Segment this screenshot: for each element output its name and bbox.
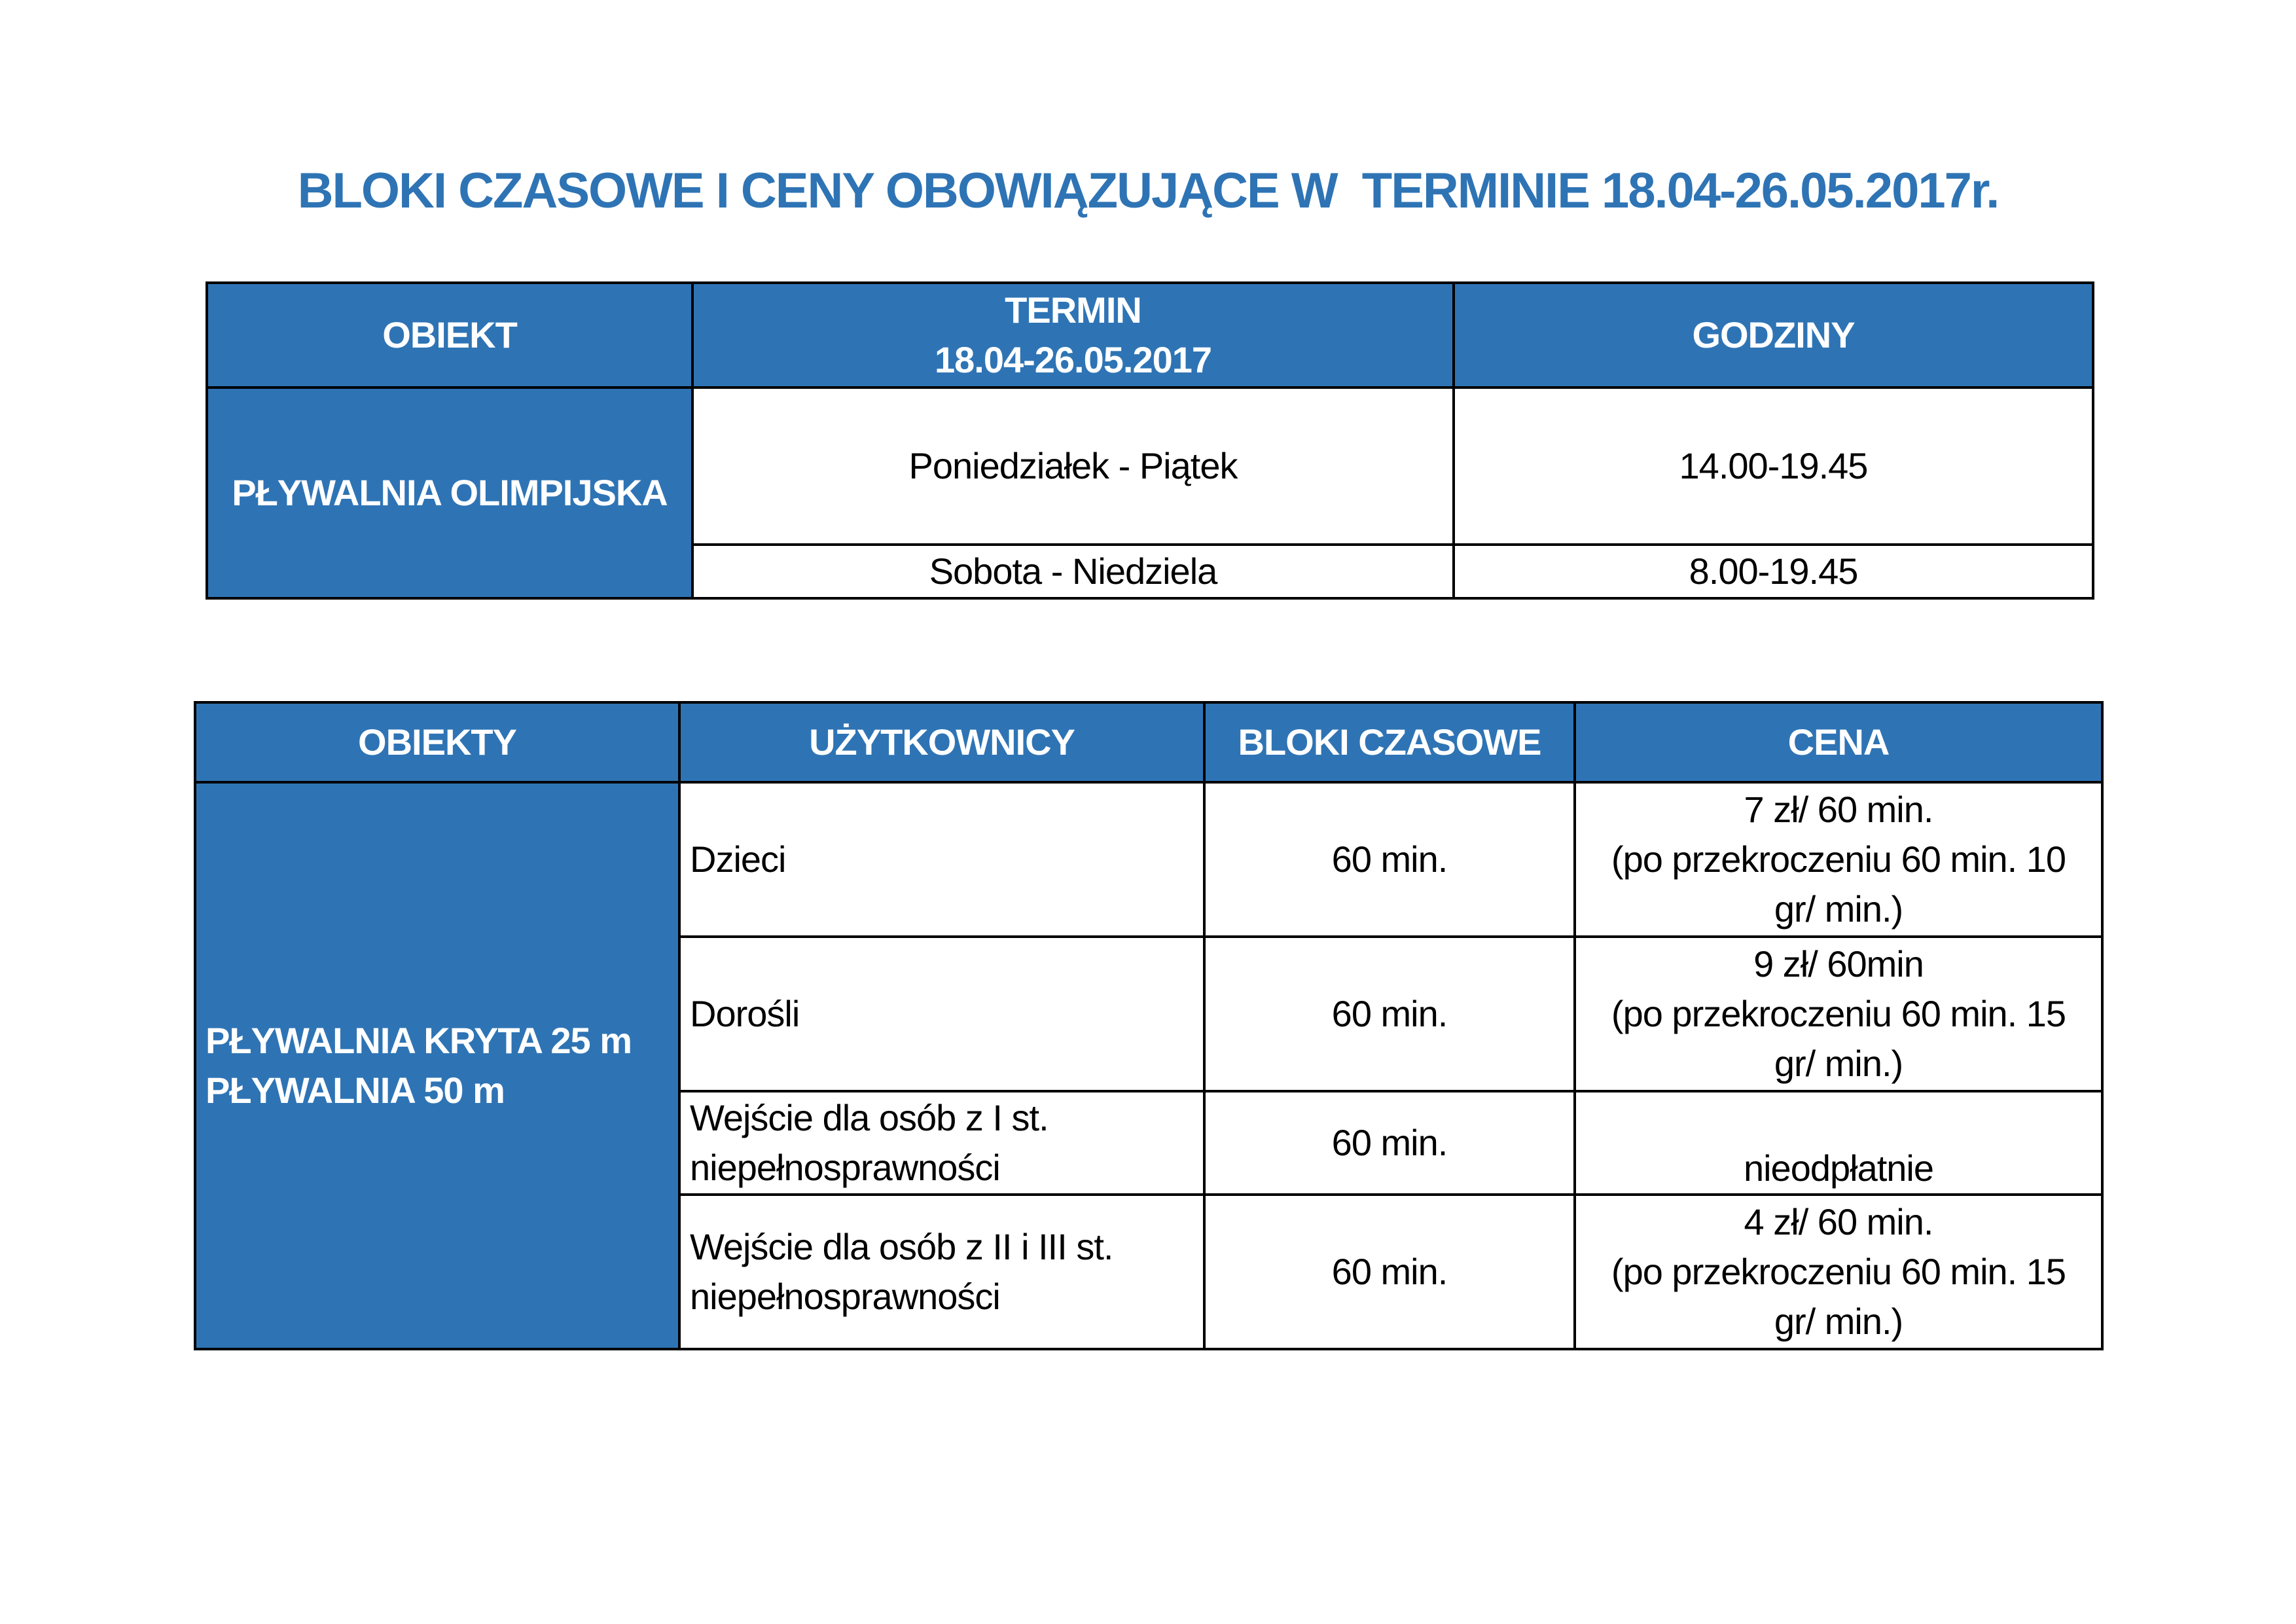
- header-uzytkownicy: UŻYTKOWNICY: [679, 702, 1204, 782]
- price-disability-level-1: nieodpłatnie: [1575, 1091, 2102, 1195]
- header-obiekty: OBIEKTY: [195, 702, 679, 782]
- price-table: [194, 701, 2104, 1350]
- days-weekdays: Poniedziałek - Piątek: [692, 388, 1454, 545]
- hours-weekend: 8.00-19.45: [1454, 545, 2093, 598]
- page-title: BLOKI CZASOWE I CENY OBOWIĄZUJĄCE W TERMINIE 18.04-26.05.2017r.: [297, 163, 1999, 219]
- block-disability-level-2-3: 60 min.: [1204, 1195, 1575, 1349]
- hours-weekdays: 14.00-19.45: [1454, 388, 2093, 545]
- price-adults: 9 zł/ 60min (po przekroczeniu 60 min. 15 gr/ min.): [1575, 937, 2102, 1091]
- header-cena: CENA: [1575, 702, 2102, 782]
- user-children: Dzieci: [679, 782, 1204, 937]
- price-disability-level-2-3: 4 zł/ 60 min. (po przekroczeniu 60 min. 15 gr/ min.): [1575, 1195, 2102, 1349]
- days-weekend: Sobota - Niedziela: [692, 545, 1454, 598]
- block-adults: 60 min.: [1204, 937, 1575, 1091]
- header-bloki-czasowe: BLOKI CZASOWE: [1204, 702, 1575, 782]
- user-disability-level-2-3: Wejście dla osób z II i III st. niepełnosprawności: [679, 1195, 1204, 1349]
- facility-indoor-pools: PŁYWALNIA KRYTA 25 m PŁYWALNIA 50 m: [195, 782, 679, 1349]
- header-termin: TERMIN 18.04-26.05.2017: [692, 283, 1454, 388]
- facility-olympic-pool: PŁYWALNIA OLIMPIJSKA: [207, 388, 692, 598]
- header-godziny: GODZINY: [1454, 283, 2093, 388]
- user-adults: Dorośli: [679, 937, 1204, 1091]
- header-obiekt: OBIEKT: [207, 283, 692, 388]
- user-disability-level-1: Wejście dla osób z I st. niepełnosprawności: [679, 1091, 1204, 1195]
- price-children: 7 zł/ 60 min. (po przekroczeniu 60 min. 10 gr/ min.): [1575, 782, 2102, 937]
- block-disability-level-1: 60 min.: [1204, 1091, 1575, 1195]
- schedule-table: [206, 281, 2094, 600]
- block-children: 60 min.: [1204, 782, 1575, 937]
